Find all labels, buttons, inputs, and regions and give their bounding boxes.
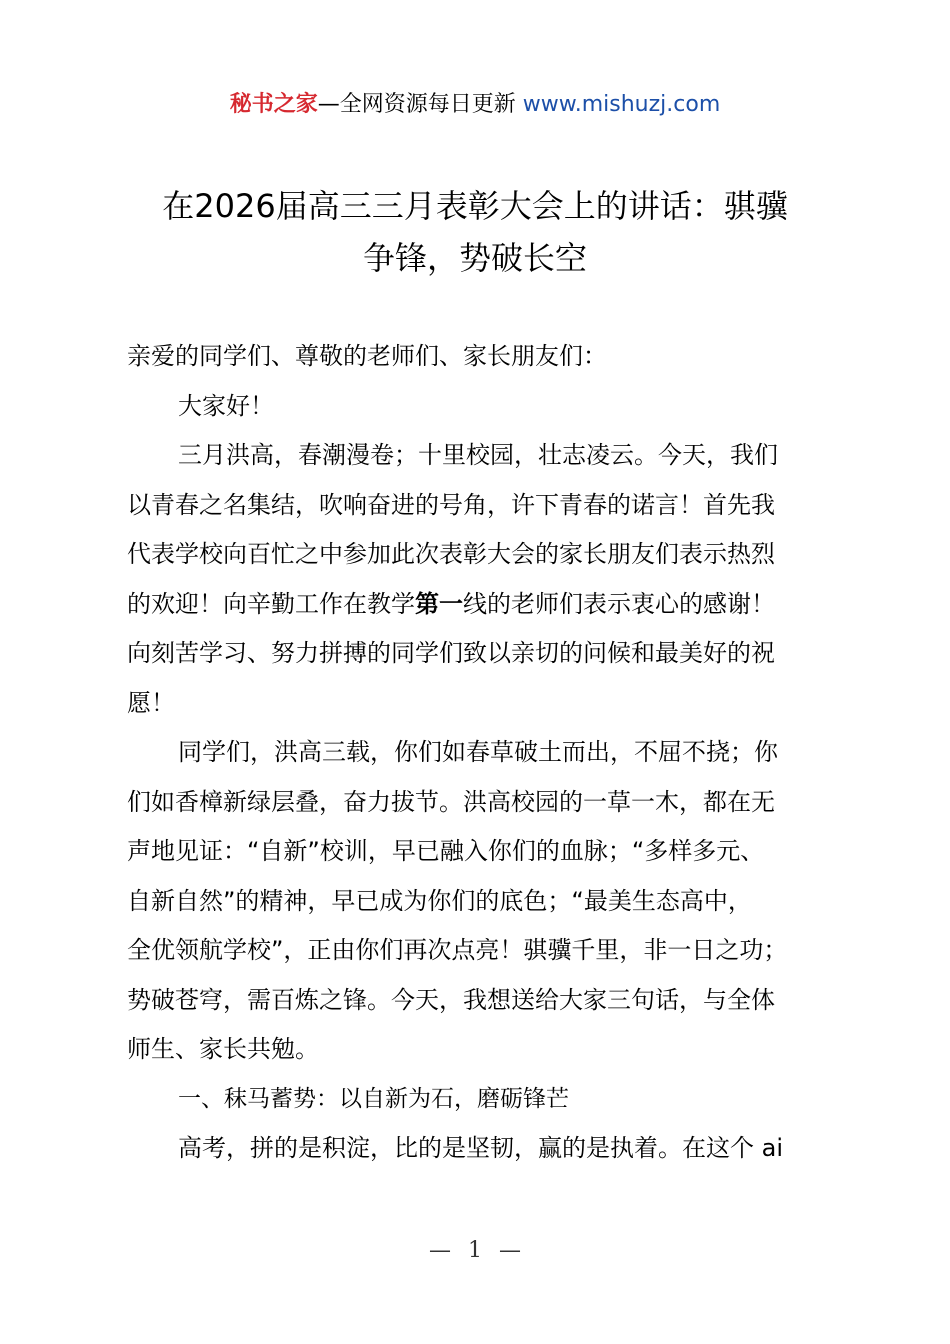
paragraph-line: 三月洪高，春潮漫卷；十里校园，壮志凌云。今天，我们 [178,441,778,469]
paragraph-line: 们如香樟新绿层叠，奋力拔节。洪高校园的一草一木，都在无 [127,787,775,816]
header-tagline: —全网资源每日更新 [317,92,523,117]
paragraph-line [127,580,847,630]
document-title [100,180,850,284]
paragraph-line: 势破苍穹，需百炼之锋。今天，我想送给大家三句话，与全体 [127,985,775,1014]
brand-name: 秘书之家 [229,92,318,117]
text-run: 线的老师们表示衷心的感谢！ [463,589,775,618]
page-number: 1 [468,1238,482,1263]
paragraph-line: 向刻苦学习、努力拼搏的同学们致以亲切的问候和最美好的祝 [127,639,775,667]
footer-dash-left: — [429,1238,451,1263]
paragraph-line: 自新自然”的精神，早已成为你们的底色；“最美生态高中， [127,886,752,915]
paragraph-line: 高考，拼的是积淀，比的是坚韧，赢的是执着。在这个 ai [178,1134,784,1162]
bold-text-run: 第一 [415,589,463,618]
text-run: 的欢迎！向辛勤工作在教学 [127,589,415,618]
footer-dash-right: — [499,1238,521,1263]
paragraph-line: 代表学校向百忙之中参加此次表彰大会的家长朋友们表示热烈 [127,540,775,568]
title-line-2: 争锋，势破长空 [362,239,587,277]
page-footer [0,1238,950,1263]
paragraph-line: 全优领航学校”，正由你们再次点亮！骐骥千里，非一日之功； [127,936,788,964]
greeting: 大家好！ [178,391,274,420]
site-url-link[interactable]: www.mishuzj.com [522,92,721,117]
title-line-1: 在2026届高三三月表彰大会上的讲话：骐骥 [162,187,788,225]
section-heading: 一、秣马蓄势：以自新为石，磨砺锋芒 [178,1085,569,1112]
paragraph-line: 愿！ [127,688,175,717]
paragraph-line: 同学们，洪高三载，你们如春草破土而出，不屈不挠；你 [178,738,778,766]
document-body [127,332,847,1174]
salutation: 亲爱的同学们、尊敬的老师们、家长朋友们： [127,342,607,370]
site-header [0,88,950,122]
paragraph-line: 以青春之名集结，吹响奋进的号角，许下青春的诺言！首先我 [127,490,775,519]
paragraph-line: 师生、家长共勉。 [127,1035,319,1063]
paragraph-line: 声地见证：“自新”校训，早已融入你们的血脉；“多样多元、 [127,837,765,865]
